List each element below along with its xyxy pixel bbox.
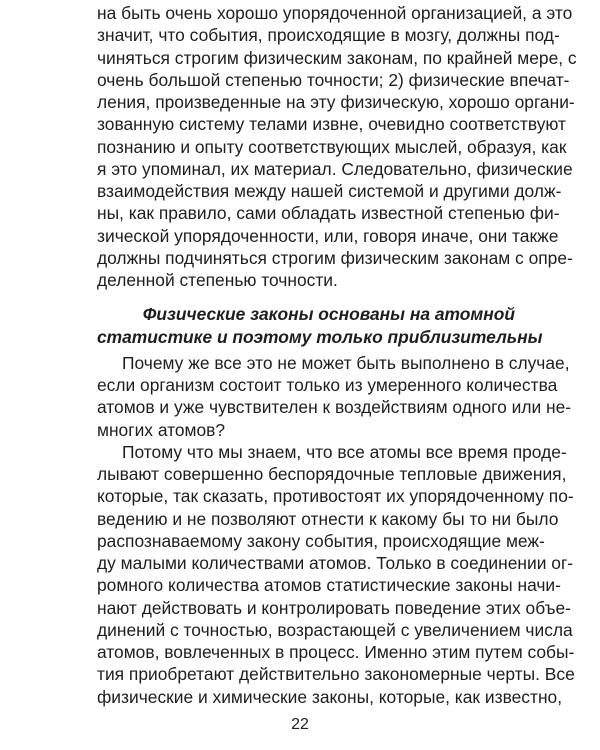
text-line: ны, как правило, сами обладать известной степенью фи-: [97, 203, 560, 224]
text-line: зованную систему телами извне, очевидно соответствуют: [97, 114, 567, 135]
text-line: я это упоминал, их материал. Следовательно, физические: [97, 158, 573, 179]
text-line: если организм состоит только из умеренного количества: [97, 375, 558, 396]
text-line: должны подчиняться строгим физическим законам с опре-: [97, 247, 573, 268]
text-line: ведению и не позволяют отнести к какому бы то ни было: [97, 508, 559, 529]
text-line: атомов и уже чувствителен к воздействиям одного или не-: [97, 397, 572, 418]
text-line: физические и химические законы, которые, как известно,: [97, 686, 563, 707]
text-line: чиняться строгим физическим законам, по крайней мере, с: [97, 47, 577, 68]
text-line: распознаваемому закону события, происходящие меж-: [97, 530, 545, 551]
text-line: деленной степенью точности.: [97, 270, 338, 291]
text-line: ления, произведенные на эту физическую, хорошо органи-: [97, 92, 575, 113]
section-heading-line: статистике и поэтому только приблизительны: [97, 326, 543, 347]
text-line: Потому что мы знаем, что все атомы все время проде-: [122, 441, 567, 462]
text-line: познанию и опыту соответствующих мыслей, образуя, как: [97, 136, 567, 157]
text-line: зической упорядоченности, или, говоря иначе, они также: [97, 225, 559, 246]
section-heading-line: Физические законы основаны на атомной: [142, 304, 515, 325]
text-line: атомов, вовлеченных в процесс. Именно этим путем собы-: [97, 642, 575, 663]
text-line: ромного количества атомов статистические законы начи-: [97, 575, 561, 596]
text-line: очень большой степенью точности; 2) физические впечат-: [97, 69, 570, 90]
text-line: ду малыми количествами атомов. Только в соединении ог-: [97, 553, 574, 574]
text-line: тия приобретают действительно закономерные черты. Все: [97, 664, 575, 685]
text-line: взаимодействия между нашей системой и другими долж-: [97, 181, 562, 202]
page-number: 22: [291, 716, 309, 733]
text-line: которые, так сказать, противостоят их упорядоченному по-: [97, 486, 574, 507]
text-line: на быть очень хорошо упорядоченной организацией, а это: [97, 3, 573, 23]
text-line: нают действовать и контролировать поведение этих объе-: [97, 597, 571, 618]
text-line: многих атомов?: [97, 419, 226, 440]
text-line: значит, что события, происходящие в мозгу, должны под-: [97, 25, 560, 46]
text-line: Почему же все это не может быть выполнено в случае,: [122, 352, 570, 373]
text-line: лывают совершенно беспорядочные тепловые движения,: [97, 464, 567, 485]
text-line: динений с точностью, возрастающей с увеличением числа: [97, 619, 573, 640]
